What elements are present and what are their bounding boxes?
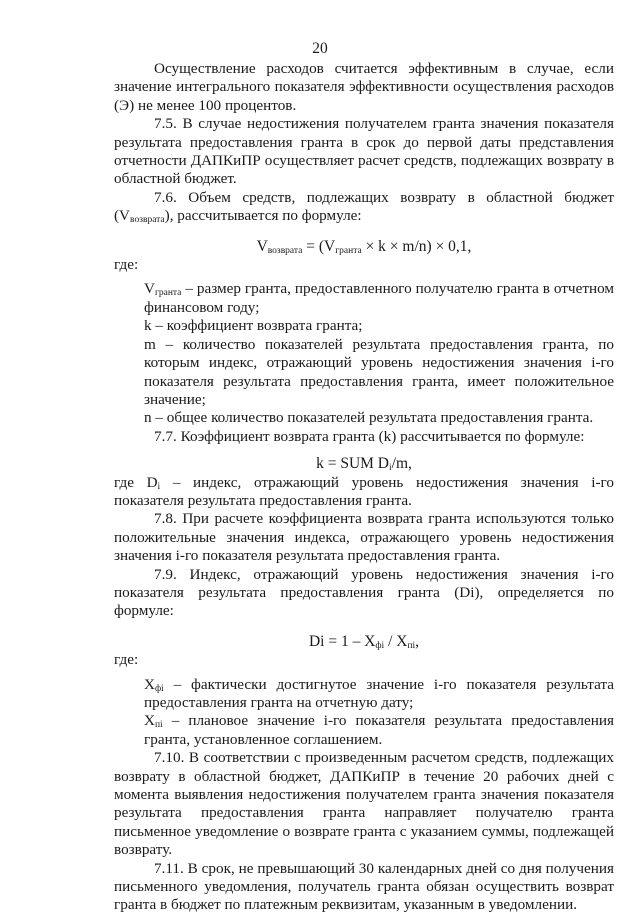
definition-x-actual: $X_{фi}$ – фактически достигнутое значение i-го показателя результата предоставления гранта на отчетную дату; <box>144 675 614 711</box>
paragraph-7-6: 7.6. Объем средств, подлежащих возврату в областной бюджет $(V_{возврата})$, рассчитывается по формуле: <box>114 188 614 226</box>
where-label-1: где: <box>114 256 139 274</box>
paragraph-7-7: 7.7. Коэффициент возврата гранта (k) рассчитывается по формуле: <box>154 427 585 445</box>
paragraph-7-9: 7.9. Индекс, отражающий уровень недостижения значения i-го показателя результата предоставления гранта (Di), определяется по формуле: <box>114 565 614 620</box>
formula-coefficient: k = SUM $D_i/m$, <box>316 455 412 474</box>
paragraph-7-11: 7.11. В срок, не превышающий 30 календарных дней со дня получения письменного уведомления, получатель гранта обязан осуществить возврат гранта в бюджет по платежным реквизитам, указанным в уведомлении. <box>114 859 614 914</box>
definition-k: k – коэффициент возврата гранта; <box>144 317 363 335</box>
definition-v-grant: $V_{гранта}$ – размер гранта, предоставленного получателю гранта в отчетном финансовом году; <box>144 280 614 316</box>
paragraph-7-10: 7.10. В соответствии с произведенным расчетом средств, подлежащих возврату в областной бюджет, ДАПКиПР в течение 20 рабочих дней с момента выявления недостижения получателем гранта значения показателя результата предоставления гранта направляет получателю гранта письменное уведомление о возврате гранта с указанием суммы, подлежащей возврату. <box>114 749 614 859</box>
formula-index: $Di = 1 - X_{фi} / X_{пi}$, <box>308 632 420 651</box>
formula-refund-volume: $V_{возврата} = (V_{гранта} \times k \times m/n) \times 0,1$, <box>256 237 472 256</box>
definition-x-plan: $X_{пi}$ – плановое значение i-го показателя результата предоставления гранта, установленное соглашением. <box>144 712 614 748</box>
paragraph-efficiency: Осуществление расходов считается эффективным в случае, если значение интегрального показателя эффективности осуществления расходов (Э) не менее 100 процентов. <box>114 60 614 114</box>
page-number: 20 <box>312 40 328 57</box>
where-label-2: где: <box>114 651 139 669</box>
document-body <box>114 60 614 915</box>
definition-n: n – общее количество показателей результата предоставления гранта. <box>144 409 594 427</box>
definition-di: где $D_i$ – индекс, отражающий уровень недостижения значения i-го показателя результата предоставления гранта. <box>114 473 614 509</box>
paragraph-7-5: 7.5. В случае недостижения получателем гранта значения показателя результата предоставления гранта в срок до первой даты представления отчетности ДАПКиПР осуществляет расчет средств, подлежащих возврату в областной бюджет. <box>114 115 614 188</box>
definition-m: m – количество показателей результата предоставления гранта, по которым индекс, отражающий уровень недостижения значения i-го показателя результата предоставления гранта, имеет положительное значение; <box>144 335 614 408</box>
paragraph-7-8: 7.8. При расчете коэффициента возврата гранта используются только положительные значения индекса, отражающего уровень недостижения значения i-го показателя результата предоставления гранта. <box>114 510 614 565</box>
